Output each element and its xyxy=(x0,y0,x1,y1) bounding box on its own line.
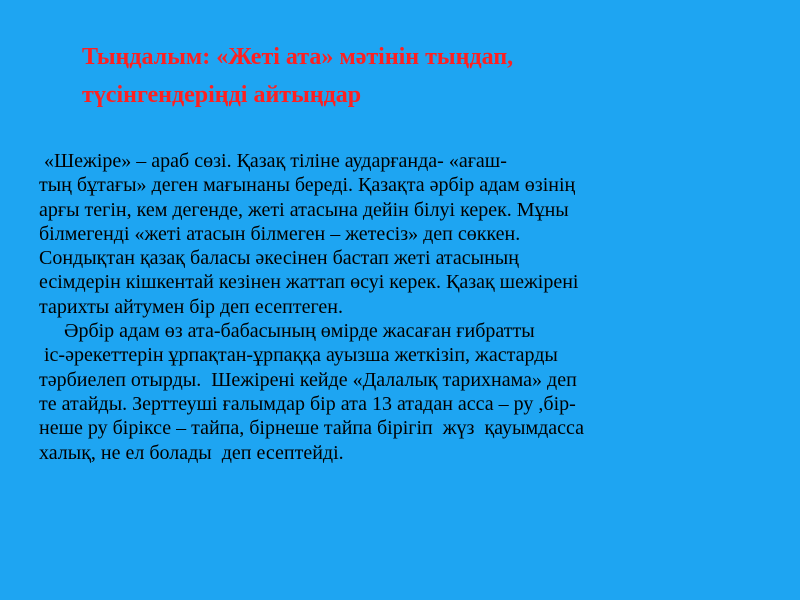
body-line: тарихты айтумен бір деп есептеген. xyxy=(39,295,343,318)
body-line: те атайды. Зерттеуші ғалымдар бір ата 13 атадан асса – ру ,бір- xyxy=(39,392,576,415)
body-line: «Шежіре» – араб сөзі. Қазақ тіліне аударғанда- «ағаш- xyxy=(39,150,507,172)
body-line: неше ру біріксе – тайпа, бірнеше тайпа бірігіп жүз қауымдасса xyxy=(39,417,585,440)
title-line: Тыңдалым: «Жеті ата» мәтінін тыңдап, xyxy=(82,44,514,70)
body-line: халық, не ел болады деп есептейді. xyxy=(39,441,344,464)
body-line: білмегенді «жеті атасын білмеген – жетесіз» деп сөккен. xyxy=(39,222,521,245)
body-line: арғы тегін, кем дегенде, жеті атасына дейін білуі керек. Мұны xyxy=(39,198,569,221)
body-line: Сондықтан қазақ баласы әкесінен бастап жеті атасының xyxy=(39,247,519,270)
slide-title xyxy=(82,38,782,114)
body-line: Әрбір адам өз ата-бабасының өмірде жасаған ғибратты xyxy=(39,320,535,343)
body-line: есімдерін кішкентай кезінен жаттап өсуі керек. Қазақ шежірені xyxy=(39,271,579,294)
body-line: іс-әрекеттерін ұрпақтан-ұрпаққа ауызша жеткізіп, жастарды xyxy=(39,344,558,367)
body-line: тәрбиелеп отырды. Шежірені кейде «Далалық тарихнама» деп xyxy=(39,368,577,391)
body-line: тың бұтағы» деген мағынаны береді. Қазақта әрбір адам өзінің xyxy=(39,174,576,197)
body-paragraph xyxy=(39,149,779,465)
title-line: түсінгендеріңді айтыңдар xyxy=(82,82,362,108)
